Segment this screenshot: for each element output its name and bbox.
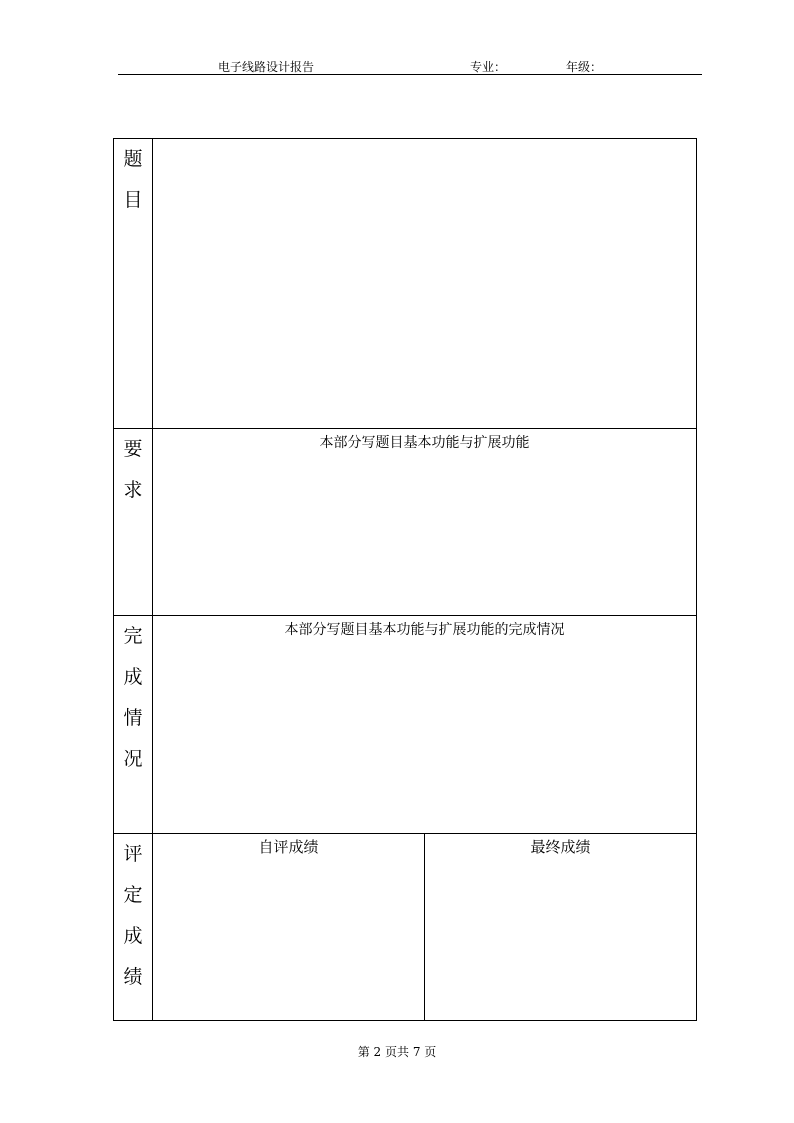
requirements-content-cell[interactable] <box>153 429 697 616</box>
self-grade-cell[interactable] <box>153 834 425 1021</box>
completion-content-cell[interactable] <box>153 616 697 834</box>
grade-level-label: 年级： <box>566 60 603 74</box>
report-title: 电子线路设计报告 <box>218 60 315 74</box>
topic-content-cell[interactable] <box>153 139 697 429</box>
final-grade-label: 最终成绩 <box>530 838 591 856</box>
page-number: 第 2 页共 7 页 <box>357 1045 437 1059</box>
grade-row <box>114 834 697 1021</box>
grade-label: 评 定 成 绩 <box>114 834 153 1021</box>
major-label: 专业： <box>470 60 507 74</box>
completion-label: 完 成 情 况 <box>114 616 153 834</box>
final-grade-cell[interactable] <box>425 834 697 1021</box>
topic-row <box>114 139 697 429</box>
completion-row <box>114 616 697 834</box>
completion-note: 本部分写题目基本功能与扩展功能的完成情况 <box>284 622 565 638</box>
requirements-note: 本部分写题目基本功能与扩展功能 <box>319 435 530 451</box>
requirements-label: 要 求 <box>114 429 153 616</box>
page-header <box>118 55 702 75</box>
requirements-row <box>114 429 697 616</box>
report-form-table <box>113 138 697 1021</box>
topic-label: 题 目 <box>114 139 153 429</box>
self-grade-label: 自评成绩 <box>258 838 319 856</box>
